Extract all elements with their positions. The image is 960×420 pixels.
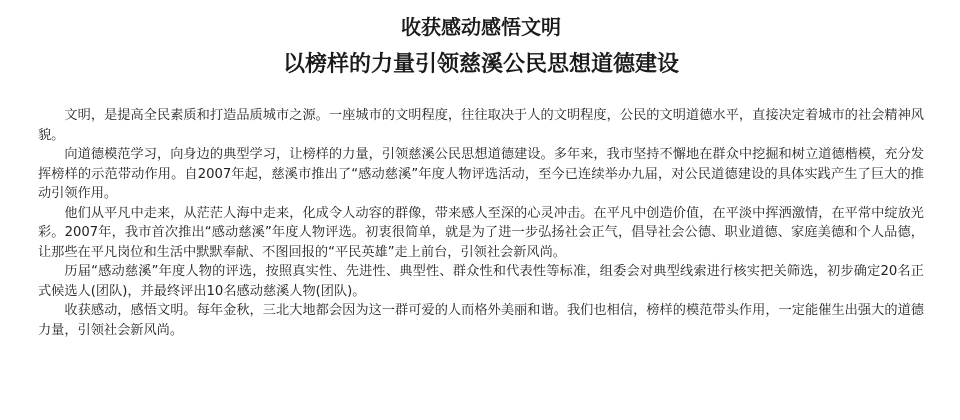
- paragraph-1: 文明，是提高全民素质和打造品质城市之源。一座城市的文明程度，往往取决于人的文明程度，公民的文明道德水平，直接决定着城市的社会精神风貌。: [38, 108, 924, 143]
- paragraph-4: 历届“感动慈溪”年度人物的评选，按照真实性、先进性、典型性、群众性和代表性等标准，组委会对典型线索进行核实把关筛选，初步确定20名正式候选人(团队)，并最终评出10名感动慈溪人物(团队)。: [38, 264, 924, 299]
- article-subtitle: 以榜样的力量引领慈溪公民思想道德建设: [282, 52, 679, 77]
- paragraph-3: 他们从平凡中走来，从茫茫人海中走来，化成令人动容的群像，带来感人至深的心灵冲击。在平凡中创造价值，在平淡中挥洒激情，在平常中绽放光彩。2007年，我市首次推出“感动慈溪”年度人物评选。初衷很简单，就是为了进一步弘扬社会正气，倡导社会公德、职业道德、家庭美德和个人品德，让那些在平凡岗位和生活中默默奉献、不图回报的“平民英雄”走上前台，引领社会新风尚。: [38, 205, 924, 260]
- article-body: [38, 106, 924, 340]
- article-title: 收获感动感悟文明: [401, 15, 561, 39]
- paragraph-2: 向道德模范学习，向身边的典型学习，让榜样的力量，引领慈溪公民思想道德建设。多年来，我市坚持不懈地在群众中挖掘和树立道德楷模，充分发挥榜样的示范带动作用。自2007年起，慈溪市推出了“感动慈溪”年度人物评选活动，至今已连续举办九届，对公民道德建设的具体实践产生了巨大的推动引领作用。: [38, 147, 924, 201]
- paragraph-5: 收获感动，感悟文明。每年金秋，三北大地都会因为这一群可爱的人而格外美丽和谐。我们也相信，榜样的模范带头作用，一定能催生出强大的道德力量，引领社会新风尚。: [38, 303, 924, 338]
